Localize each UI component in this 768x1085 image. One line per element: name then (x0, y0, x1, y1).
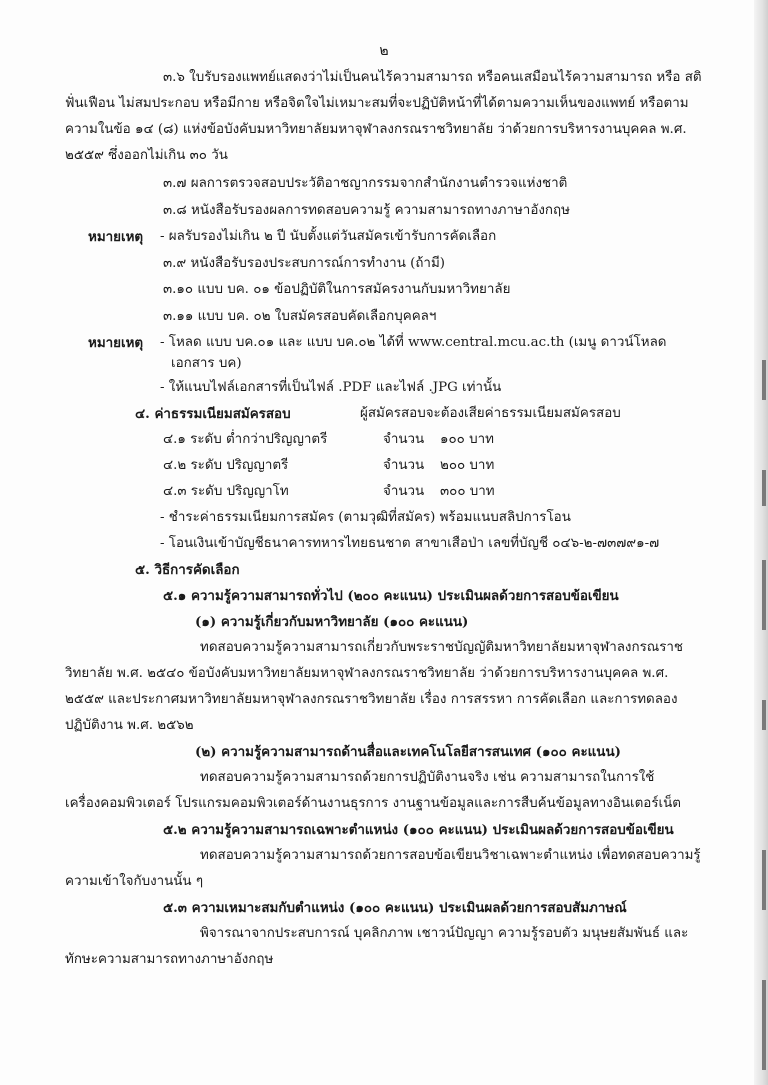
note-label: หมายเหตุ (88, 229, 144, 245)
scan-edge-mark (762, 700, 766, 730)
item-3-9: ๓.๙ หนังสือรับรองประสบการณ์การทำงาน (ถ้ามี) (163, 256, 446, 271)
selection-text: ความเข้าใจกับงานนั้น ๆ (65, 874, 204, 889)
scan-edge-mark (762, 470, 766, 506)
fee-row-word: จำนวน (383, 432, 425, 447)
scan-edge-mark (762, 980, 766, 1070)
fee-row-amount: ๒๐๐ บาท (440, 458, 495, 473)
selection-5-1: ๕.๑ ความรู้ความสามารถทั่วไป (๒๐๐ คะแนน) ประเมินผลด้วยการสอบข้อเขียน (163, 588, 619, 604)
fee-row-amount: ๑๐๐ บาท (440, 432, 494, 447)
fee-payment-note: - ชำระค่าธรรมเนียมการสมัคร (ตามวุฒิที่สมัคร) พร้อมแนบสลิปการโอน (160, 510, 571, 525)
item-3-7: ๓.๗ ผลการตรวจสอบประวัติอาชญากรรมจากสำนักงานตำรวจแห่งชาติ (163, 176, 568, 191)
note-label: หมายเหตุ (88, 335, 144, 351)
item-3-8: ๓.๘ หนังสือรับรองผลการทดสอบความรู้ ความสามารถทางภาษาอังกฤษ (163, 203, 570, 218)
selection-text: พิจารณาจากประสบการณ์ บุคลิกภาพ เชาวน์ปัญญา ความรู้รอบตัว มนุษยสัมพันธ์ และ (200, 926, 689, 941)
selection-5-1-2: (๒) ความรู้ความสามารถด้านสื่อและเทคโนโลยีสารสนเทศ (๑๐๐ คะแนน) (195, 744, 621, 760)
selection-text: ทดสอบความรู้ความสามารถเกี่ยวกับพระราชบัญญัติมหาวิทยาลัยมหาจุฬาลงกรณราช (200, 640, 683, 655)
page-edge-shadow (754, 0, 768, 1085)
fee-row-label: ๔.๑ ระดับ ต่ำกว่าปริญญาตรี (163, 432, 328, 447)
note-text: - ผลรับรองไม่เกิน ๒ ปี นับตั้งแต่วันสมัครเข้ารับการคัดเลือก (160, 229, 497, 244)
page-number: ๒ (379, 43, 389, 59)
selection-text: วิทยาลัย พ.ศ. ๒๕๔๐ ข้อบังคับมหาวิทยาลัยมหาจุฬาลงกรณราชวิทยาลัย ว่าด้วยการบริหารงานบุคคล พ.ศ. (65, 666, 669, 681)
item-3-6-line-3: ความในข้อ ๑๔ (๘) แห่งข้อบังคับมหาวิทยาลัยมหาจุฬาลงกรณราชวิทยาลัย ว่าด้วยการบริหารงานบุคคล พ.ศ. (65, 122, 687, 137)
fee-row-label: ๔.๒ ระดับ ปริญญาตรี (163, 458, 289, 473)
fee-row-amount: ๓๐๐ บาท (440, 484, 495, 499)
selection-text: ปฏิบัติงาน พ.ศ. ๒๕๖๒ (65, 718, 194, 733)
fee-row-word: จำนวน (383, 458, 425, 473)
item-3-6-line-1: ๓.๖ ใบรับรองแพทย์แสดงว่าไม่เป็นคนไร้ความสามารถ หรือคนเสมือนไร้ความสามารถ หรือ สติ (163, 70, 702, 85)
fees-heading: ๔. ค่าธรรมเนียมสมัครสอบ (135, 406, 291, 422)
scan-edge-mark (762, 560, 766, 630)
fee-row-word: จำนวน (383, 484, 425, 499)
selection-heading: ๕. วิธีการคัดเลือก (135, 562, 240, 578)
selection-text: ๒๕๕๙ และประกาศมหาวิทยาลัยมหาจุฬาลงกรณราชวิทยาลัย เรื่อง การสรรหา การคัดเลือก และการทดลอง (65, 692, 678, 707)
item-3-10: ๓.๑๐ แบบ บค. ๐๑ ข้อปฏิบัติในการสมัครงานกับมหาวิทยาลัย (163, 282, 511, 297)
item-3-11: ๓.๑๑ แบบ บค. ๐๒ ใบสมัครสอบคัดเลือกบุคคลฯ (163, 309, 437, 324)
note-text: เอกสาร บค) (171, 356, 242, 371)
selection-text: ทดสอบความรู้ความสามารถด้วยการปฏิบัติงานจริง เช่น ความสามารถในการใช้ (200, 770, 655, 785)
fee-row-label: ๔.๓ ระดับ ปริญญาโท (163, 484, 289, 499)
selection-text: ทดสอบความรู้ความสามารถด้วยการสอบข้อเขียนวิชาเฉพาะตำแหน่ง เพื่อทดสอบความรู้ (200, 848, 701, 863)
scan-edge-mark (762, 850, 766, 910)
selection-text: เครื่องคอมพิวเตอร์ โปรแกรมคอมพิวเตอร์ด้านงานธุรการ งานฐานข้อมูลและการสืบค้นข้อมูลทางอินเตอร์เน็ต (65, 796, 681, 811)
note-text: - ให้แนบไฟล์เอกสารที่เป็นไฟล์ .PDF และไฟล์ .JPG เท่านั้น (160, 380, 502, 395)
selection-5-2: ๕.๒ ความรู้ความสามารถเฉพาะตำแหน่ง (๑๐๐ คะแนน) ประเมินผลด้วยการสอบข้อเขียน (163, 822, 674, 838)
fees-heading-text: ผู้สมัครสอบจะต้องเสียค่าธรรมเนียมสมัครสอบ (360, 406, 621, 421)
fee-bank-account: - โอนเงินเข้าบัญชีธนาคารทหารไทยธนชาต สาขาเสือป่า เลขที่บัญชี ๐๔๖-๒-๗๓๗๙๑-๗ (160, 536, 660, 551)
item-3-6-line-2: ฟั่นเฟือน ไม่สมประกอบ หรือมีกาย หรือจิตใจไม่เหมาะสมที่จะปฏิบัติหน้าที่ได้ตามความเห็นของแพทย์ หรือตาม (65, 96, 689, 111)
selection-5-3: ๕.๓ ความเหมาะสมกับตำแหน่ง (๑๐๐ คะแนน) ประเมินผลด้วยการสอบสัมภาษณ์ (163, 900, 627, 916)
scan-edge-mark (762, 360, 766, 400)
item-3-6-line-4: ๒๕๕๙ ซึ่งออกไม่เกิน ๓๐ วัน (65, 148, 228, 163)
selection-text: ทักษะความสามารถทางภาษาอังกฤษ (65, 952, 274, 967)
note-text: - โหลด แบบ บค.๐๑ และ แบบ บค.๐๒ ได้ที่ www.central.mcu.ac.th (เมนู ดาวน์โหลด (160, 335, 667, 350)
selection-5-1-1: (๑) ความรู้เกี่ยวกับมหาวิทยาลัย (๑๐๐ คะแนน) (195, 614, 469, 630)
